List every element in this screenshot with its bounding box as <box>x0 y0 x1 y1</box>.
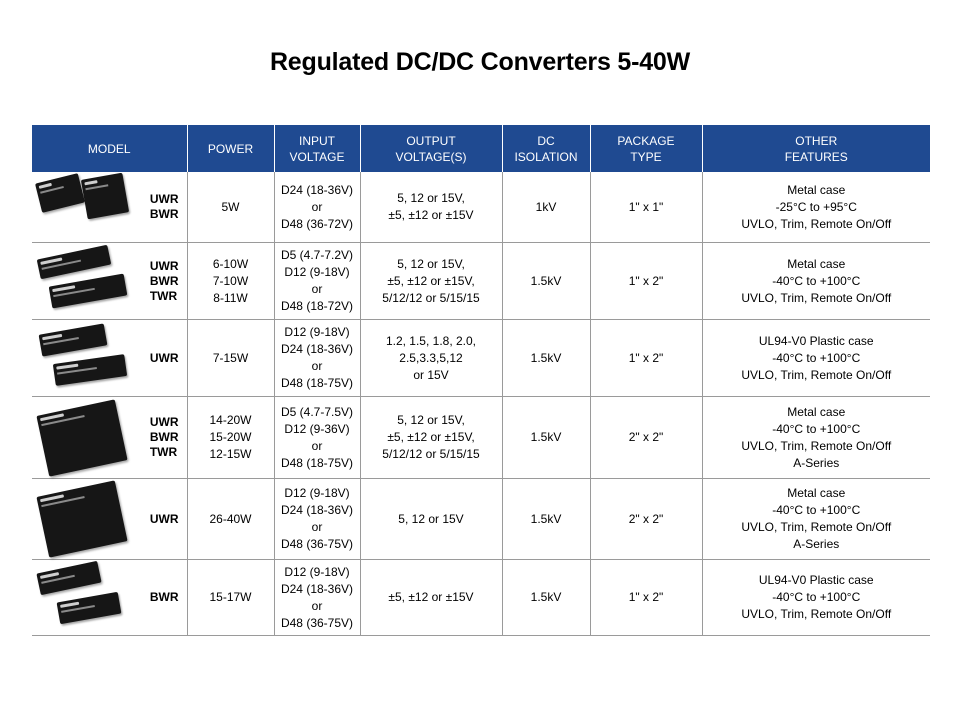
table-row <box>32 560 930 636</box>
text-line: -40°C to +100°C <box>772 350 861 365</box>
model-names <box>150 415 183 460</box>
text-line: -40°C to +100°C <box>772 273 861 288</box>
converter-module-image <box>36 480 127 557</box>
model-names <box>150 259 183 304</box>
model-cell <box>32 320 187 397</box>
text-line: D24 (18-36V) <box>280 342 354 356</box>
product-photo <box>36 403 130 473</box>
text-line: UVLO, Trim, Remote On/Off <box>741 607 892 621</box>
converter-module-image <box>53 354 127 386</box>
text-line: -40°C to +100°C <box>772 421 861 436</box>
text-line: D48 (36-75V) <box>280 615 354 630</box>
model-cell <box>32 397 187 479</box>
text-line: BWR <box>149 430 179 444</box>
isolation-cell: 1.5kV <box>502 479 590 560</box>
text-line: POWER <box>207 141 254 156</box>
text-line: Metal case <box>787 182 846 197</box>
text-line: 15-20W <box>209 430 252 444</box>
output-voltage-cell <box>360 560 502 636</box>
product-photo <box>36 172 130 242</box>
text-line: TWR <box>149 445 178 459</box>
power-cell <box>187 397 274 479</box>
text-line: UWR <box>149 192 179 206</box>
header-package-type <box>590 125 702 172</box>
text-line: TYPE <box>630 149 662 164</box>
text-line: or <box>311 598 323 613</box>
text-line: A-Series <box>793 455 840 470</box>
output-voltage-cell <box>360 479 502 560</box>
text-line: D5 (4.7-7.2V) <box>280 248 354 262</box>
product-photo <box>36 246 130 316</box>
header-model <box>32 125 187 172</box>
text-line: D5 (4.7-7.5V) <box>280 404 354 419</box>
text-line: UVLO, Trim, Remote On/Off <box>741 520 892 534</box>
text-line: D48 (18-75V) <box>280 455 354 470</box>
header-dc-isolation <box>502 125 590 172</box>
text-line: or 15V <box>413 367 449 382</box>
text-line: Metal case <box>787 404 846 419</box>
header-output-voltage <box>360 125 502 172</box>
output-voltage-cell <box>360 320 502 397</box>
power-cell <box>187 172 274 243</box>
text-line: UL94-V0 Plastic case <box>758 573 874 587</box>
product-photo <box>36 323 130 393</box>
text-line: or <box>311 520 323 534</box>
input-voltage-cell <box>274 560 360 636</box>
text-line: UL94-V0 Plastic case <box>758 333 874 348</box>
text-line: 7-15W <box>212 350 249 365</box>
text-line: D12 (9-36V) <box>284 421 350 436</box>
text-line: D12 (9-18V) <box>284 564 350 579</box>
text-line: UVLO, Trim, Remote On/Off <box>741 216 892 231</box>
text-line: ISOLATION <box>514 149 578 164</box>
model-cell <box>32 172 187 243</box>
text-line: OUTPUT <box>406 133 456 148</box>
output-voltage-cell <box>360 172 502 243</box>
text-line: or <box>311 282 323 296</box>
input-voltage-cell <box>274 243 360 320</box>
text-line: D24 (18-36V) <box>280 182 354 197</box>
text-line: D12 (9-18V) <box>284 486 350 500</box>
converter-module-image <box>35 173 85 213</box>
text-line: or <box>311 359 323 373</box>
features-cell <box>702 172 930 243</box>
model-cell <box>32 243 187 320</box>
text-line: 1.2, 1.5, 1.8, 2.0, <box>385 333 477 348</box>
product-photo <box>36 484 130 554</box>
features-cell <box>702 479 930 560</box>
package-cell: 1" x 2" <box>590 560 702 636</box>
text-line: 5W <box>221 199 240 214</box>
power-cell <box>187 479 274 560</box>
text-line: -40°C to +100°C <box>772 590 861 604</box>
text-line: UVLO, Trim, Remote On/Off <box>741 438 892 453</box>
input-voltage-cell <box>274 479 360 560</box>
text-line: BWR <box>149 273 179 288</box>
text-line: ±5, ±12 or ±15V, <box>387 273 475 288</box>
text-line: Metal case <box>787 486 846 500</box>
table-row <box>32 397 930 479</box>
text-line: 5, 12 or 15V, <box>397 191 465 205</box>
text-line: VOLTAGE <box>289 149 345 164</box>
converter-module-image <box>57 591 122 623</box>
text-line: MODEL <box>87 141 131 156</box>
isolation-cell: 1.5kV <box>502 243 590 320</box>
model-names <box>150 590 183 605</box>
text-line: UWR <box>149 350 179 365</box>
text-line: 5, 12 or 15V, <box>397 256 465 271</box>
input-voltage-cell <box>274 320 360 397</box>
text-line: D12 (9-18V) <box>284 325 350 339</box>
text-line: INPUT <box>299 133 335 148</box>
text-line: or <box>311 438 323 453</box>
text-line: D48 (36-72V) <box>280 216 354 231</box>
text-line: 5, 12 or 15V, <box>397 413 465 427</box>
table-row <box>32 479 930 560</box>
package-cell: 1" x 2" <box>590 320 702 397</box>
text-line: D48 (36-75V) <box>280 537 354 551</box>
text-line: ±5, ±12 or ±15V, <box>387 430 475 444</box>
text-line: D24 (18-36V) <box>280 503 354 517</box>
text-line: 5, 12 or 15V <box>398 511 464 526</box>
output-voltage-cell <box>360 397 502 479</box>
text-line: DC <box>537 133 555 148</box>
power-cell <box>187 320 274 397</box>
input-voltage-cell <box>274 172 360 243</box>
header-input-voltage <box>274 125 360 172</box>
text-line: 5/12/12 or 5/15/15 <box>382 447 480 461</box>
converter-module-image <box>36 399 127 476</box>
text-line: BWR <box>149 207 179 221</box>
slide-title: Regulated DC/DC Converters 5-40W <box>269 48 691 76</box>
text-line: PACKAGE <box>617 133 675 148</box>
table-row <box>32 320 930 397</box>
text-line: 5/12/12 or 5/15/15 <box>382 290 480 305</box>
model-names <box>150 512 183 527</box>
text-line: 2.5,3.3,5,12 <box>399 350 463 365</box>
text-line: 7-10W <box>212 273 249 288</box>
header-other-features <box>702 125 930 172</box>
isolation-cell: 1.5kV <box>502 320 590 397</box>
text-line: 14-20W <box>209 413 252 427</box>
text-line: -25°C to +95°C <box>775 199 857 214</box>
converter-table <box>32 125 930 636</box>
package-cell: 2" x 2" <box>590 479 702 560</box>
features-cell <box>702 320 930 397</box>
text-line: D48 (18-75V) <box>280 376 354 390</box>
model-cell <box>32 560 187 636</box>
input-voltage-cell <box>274 397 360 479</box>
text-line: VOLTAGE(S) <box>395 149 467 164</box>
text-line: TWR <box>149 288 178 303</box>
product-photo <box>36 563 130 633</box>
isolation-cell: 1kV <box>502 172 590 243</box>
text-line: 6-10W <box>212 256 249 271</box>
converter-module-image <box>49 274 128 309</box>
isolation-cell: 1.5kV <box>502 397 590 479</box>
isolation-cell: 1.5kV <box>502 560 590 636</box>
text-line: BWR <box>149 590 179 604</box>
features-cell <box>702 560 930 636</box>
text-line: Metal case <box>787 256 846 271</box>
text-line: ±5, ±12 or ±15V <box>388 208 474 222</box>
power-cell <box>187 243 274 320</box>
text-line: UWR <box>149 511 179 526</box>
text-line: 12-15W <box>209 447 252 461</box>
package-cell: 2" x 2" <box>590 397 702 479</box>
header-power <box>187 125 274 172</box>
text-line: 15-17W <box>209 590 252 604</box>
features-cell <box>702 243 930 320</box>
table-row <box>32 243 930 320</box>
text-line: FEATURES <box>784 149 848 164</box>
text-line: UWR <box>149 258 179 273</box>
header-row <box>32 125 930 172</box>
converter-module-image <box>37 245 112 280</box>
features-cell <box>702 397 930 479</box>
power-cell <box>187 560 274 636</box>
text-line: 26-40W <box>209 511 252 526</box>
text-line: D24 (18-36V) <box>280 581 354 596</box>
output-voltage-cell <box>360 243 502 320</box>
text-line: or <box>311 199 323 214</box>
text-line: D12 (9-18V) <box>284 265 350 279</box>
text-line: UVLO, Trim, Remote On/Off <box>741 290 892 305</box>
text-line: ±5, ±12 or ±15V <box>388 590 474 604</box>
text-line: D48 (18-72V) <box>280 299 354 313</box>
model-cell <box>32 479 187 560</box>
package-cell: 1" x 1" <box>590 172 702 243</box>
package-cell: 1" x 2" <box>590 243 702 320</box>
converter-module-image <box>36 560 101 594</box>
text-line: -40°C to +100°C <box>772 503 861 517</box>
converter-module-image <box>39 323 108 356</box>
text-line: A-Series <box>793 537 840 551</box>
converter-module-image <box>81 173 129 220</box>
model-names <box>150 351 183 366</box>
model-names <box>150 192 183 222</box>
text-line: UVLO, Trim, Remote On/Off <box>741 367 892 382</box>
text-line: 8-11W <box>213 290 248 305</box>
text-line: UWR <box>149 415 179 429</box>
table-row <box>32 172 930 243</box>
text-line: OTHER <box>795 133 838 148</box>
